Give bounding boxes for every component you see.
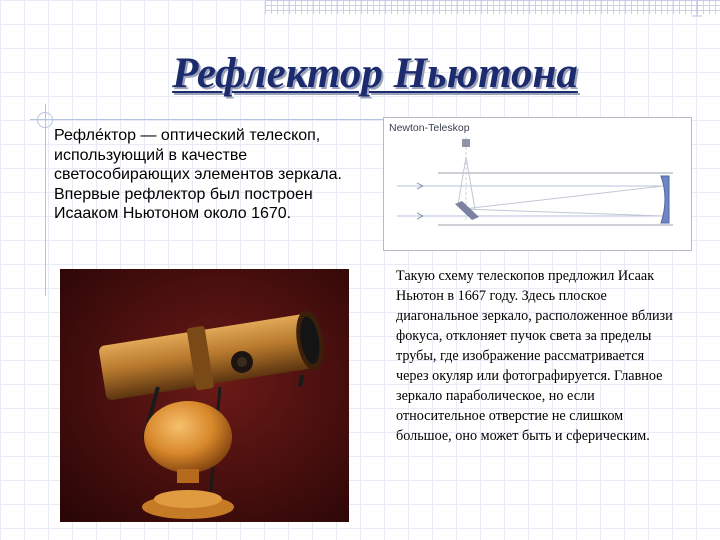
intro-text: Рефле́ктор — оптический телескоп, использующий в качестве светособирающих элементов зеркала. Впервые рефлектор был построен Исааком Ньютоном около 1670.: [54, 127, 342, 222]
decorative-rule-circle: [37, 112, 53, 128]
newton-telescope-diagram: [383, 117, 692, 251]
slide-title: Рефлектор Ньютона: [172, 50, 578, 97]
newton-telescope-photo: [60, 269, 349, 522]
decorative-bracket: [690, 0, 704, 20]
decorative-rule-vertical: [45, 104, 46, 296]
description-text: Такую схему телескопов предложил Исаак Ньютон в 1667 году. Здесь плоское диагональное зеркало, расположенное вблизи фокуса, отклоняет пучок света за пределы трубы, где изображение рассматривается через окуляр или фотографируется. Главное зеркало параболическое, но если относительное отверстие не слишком большое, оно может быть и сферическим.: [396, 268, 673, 444]
decorative-grid-strip: [265, 0, 720, 14]
diagram-label: Newton-Teleskop: [389, 122, 470, 134]
decorative-rule-horizontal: [30, 119, 390, 120]
